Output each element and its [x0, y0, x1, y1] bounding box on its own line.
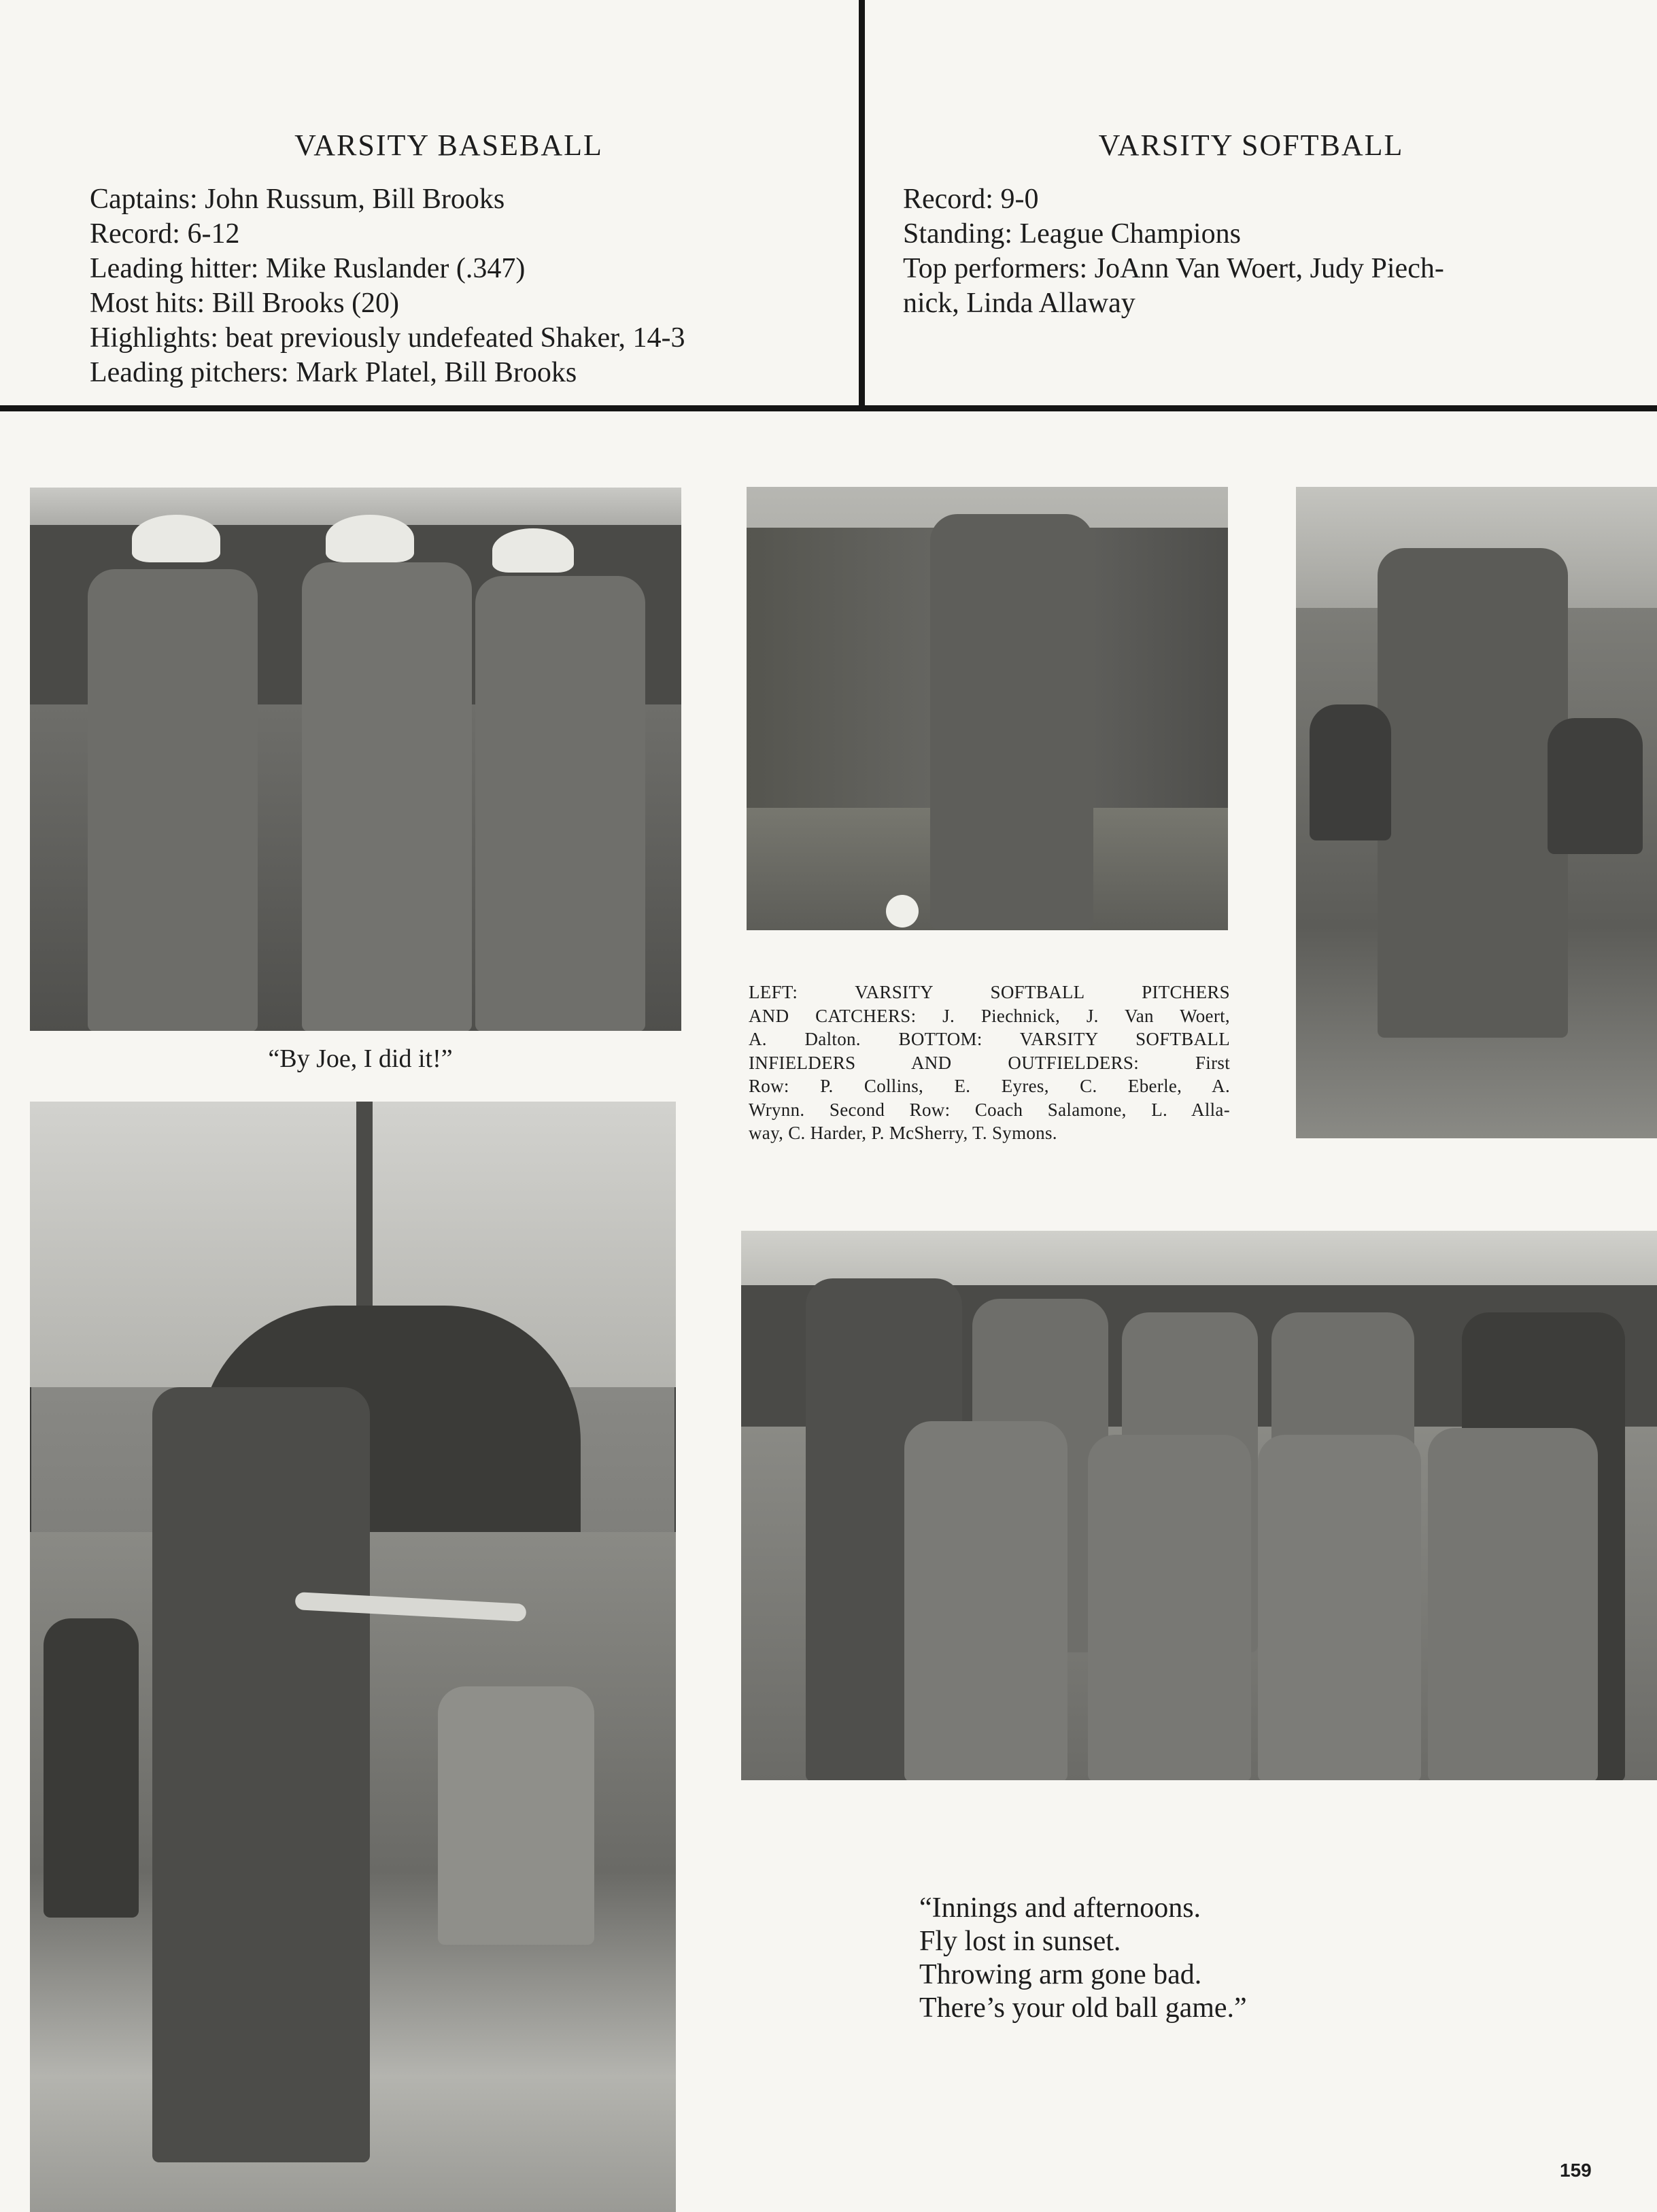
softball-record: Record: 9-0 — [903, 184, 1039, 215]
poem-line-1: “Innings and afternoons. — [919, 1892, 1201, 1924]
photo-pitcher — [747, 487, 1228, 930]
baseball-leading-hitter: Leading hitter: Mike Ruslander (.347) — [90, 253, 526, 284]
group-photo-caption — [749, 981, 1230, 1145]
baseball-leading-pitchers: Leading pitchers: Mark Platel, Bill Brooks — [90, 357, 577, 388]
group-caption-line-5: Row: P. Collins, E. Eyres, C. Eberle, A. — [749, 1076, 1230, 1096]
group-caption-line-6: Wrynn. Second Row: Coach Salamone, L. Alla- — [749, 1099, 1230, 1120]
baseball-stats — [90, 182, 685, 390]
baseball-title: VARSITY BASEBALL — [294, 129, 603, 162]
photo-caption: “By Joe, I did it!” — [268, 1044, 453, 1073]
photo-runner — [1296, 487, 1657, 1138]
group-caption-line-1: LEFT: VARSITY SOFTBALL PITCHERS — [749, 982, 1230, 1002]
group-caption-line-2: AND CATCHERS: J. Piechnick, J. Van Woert, — [749, 1005, 1230, 1026]
group-caption-line-3: A. Dalton. BOTTOM: VARSITY SOFTBALL — [749, 1029, 1230, 1049]
baseball-record: Record: 6-12 — [90, 218, 240, 250]
header-divider-horizontal — [0, 405, 1657, 411]
softball-top-performers-cont: nick, Linda Allaway — [903, 288, 1135, 319]
softball-top-performers: Top performers: JoAnn Van Woert, Judy Piech- — [903, 253, 1444, 284]
softball-stats — [903, 182, 1444, 321]
baseball-most-hits: Most hits: Bill Brooks (20) — [90, 288, 400, 319]
group-caption-line-7: way, C. Harder, P. McSherry, T. Symons. — [749, 1123, 1057, 1143]
poem-line-3: Throwing arm gone bad. — [919, 1959, 1202, 1990]
poem-line-2: Fly lost in sunset. — [919, 1926, 1121, 1957]
poem-line-4: There’s your old ball game.” — [919, 1992, 1247, 2024]
photo-batter — [30, 1102, 676, 2212]
photo-team-group — [741, 1231, 1657, 1780]
softball-standing: Standing: League Champions — [903, 218, 1241, 250]
header-divider-vertical — [859, 0, 865, 411]
baseball-captains: Captains: John Russum, Bill Brooks — [90, 184, 505, 215]
baseball-highlights: Highlights: beat previously undefeated Shaker, 14-3 — [90, 322, 685, 354]
group-caption-line-4: INFIELDERS AND OUTFIELDERS: First — [749, 1052, 1230, 1073]
photo-three-players — [30, 488, 681, 1031]
page-number: 159 — [1560, 2160, 1592, 2181]
poem — [919, 1892, 1247, 2025]
softball-title: VARSITY SOFTBALL — [1098, 129, 1404, 162]
